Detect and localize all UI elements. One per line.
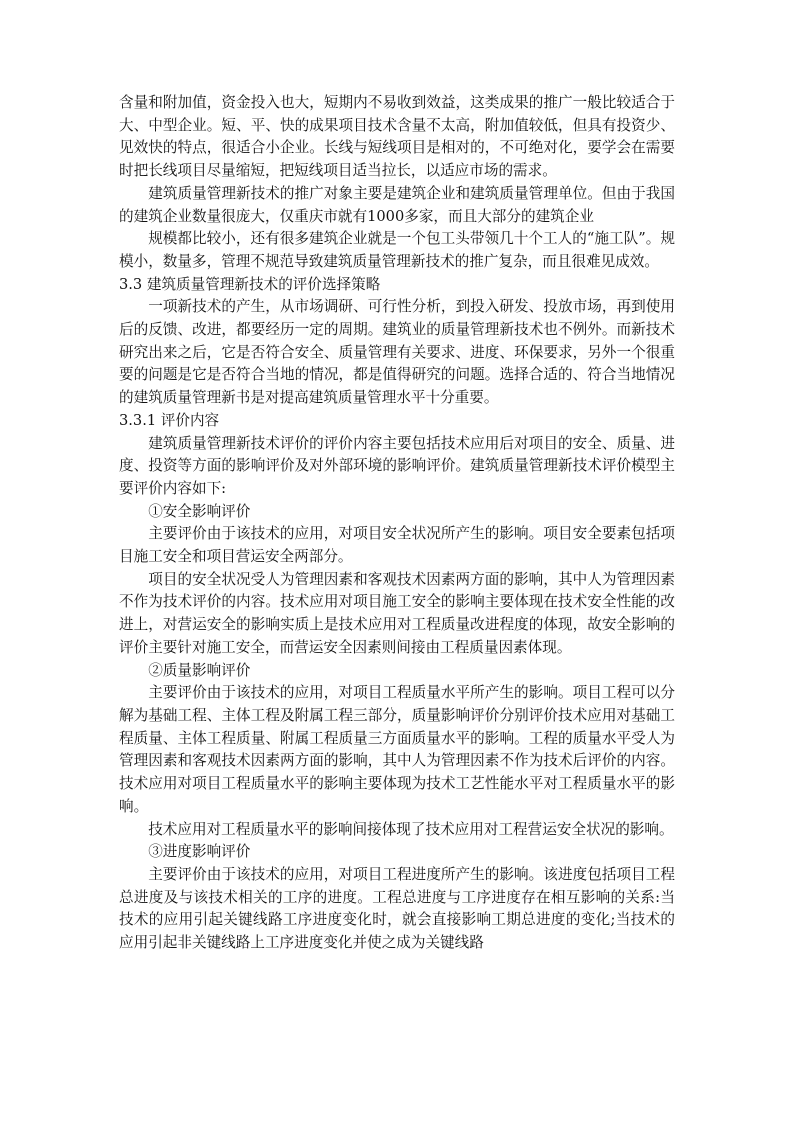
paragraph: 主要评价由于该技术的应用，对项目安全状况所产生的影响。项目安全要素包括项目施工安全和项目营运安全两部分。 [119,525,675,566]
paragraph-continuation: 含量和附加值，资金投入也大，短期内不易收到效益，这类成果的推广一般比较适合于大、中型企业。短、平、快的成果项目技术含量不太高，附加值较低，但具有投资少、见效快的特点，很适合小企业。长线与短线项目是相对的，不可绝对化，要学会在需要时把长线项目尽量缩短，把短线项目适当拉长，以适应市场的需求。 [119,94,675,180]
paragraph: 主要评价由于该技术的应用，对项目工程质量水平所产生的影响。项目工程可以分解为基础工程、主体工程及附属工程三部分，质量影响评价分别评价技术应用对基础工程质量、主体工程质量、附属工程质量三方面质量水平的影响。工程的质量水平受人为管理因素和客观技术因素两方面的影响，其中人为管理因素不作为技术后评价的内容。技术应用对项目工程质量水平的影响主要体现为技术工艺性能水平对工程质量水平的影响。 [119,684,675,815]
document-body [119,92,675,955]
paragraph: 技术应用对工程质量水平的影响间接体现了技术应用对工程营运安全状况的影响。 [148,820,674,838]
list-item-title: ①安全影响评价 [148,502,251,520]
subsection-heading: 3.3.1 评价内容 [119,411,220,429]
paragraph: 项目的安全状况受人为管理因素和客观技术因素两方面的影响，其中人为管理因素不作为技术评价的内容。技术应用对项目施工安全的影响主要体现在技术安全性能的改进上，对营运安全的影响实质上是技术应用对工程质量改进程度的体现，故安全影响的评价主要针对施工安全，而营运安全因素则间接由工程质量因素体现。 [119,570,675,656]
list-item-title: ②质量影响评价 [148,661,251,679]
paragraph: 建筑质量管理新技术的推广对象主要是建筑企业和建筑质量管理单位。但由于我国的建筑企业数量很庞大，仅重庆市就有1000多家，而且大部分的建筑企业 [119,184,675,225]
paragraph: 建筑质量管理新技术评价的评价内容主要包括技术应用后对项目的安全、质量、进度、投资等方面的影响评价及对外部环境的影响评价。建筑质量管理新技术评价模型主要评价内容如下: [119,434,675,497]
section-heading: 3.3 建筑质量管理新技术的评价选择策略 [119,275,381,293]
paragraph: 规模都比较小，还有很多建筑企业就是一个包工头带领几十个工人的“施工队”。规模小，数量多，管理不规范导致建筑质量管理新技术的推广复杂，而且很难见成效。 [119,230,675,270]
list-item-title: ③进度影响评价 [148,843,251,861]
paragraph: 一项新技术的产生，从市场调研、可行性分析，到投入研发、投放市场，再到使用后的反馈、改进，都要经历一定的周期。建筑业的质量管理新技术也不例外。而新技术研究出来之后，它是否符合安全、质量管理有关要求、进度、环保要求，另外一个很重要的问题是它是否符合当地的情况，都是值得研究的问题。选择合适的、符合当地情况的建筑质量管理新书是对提高建筑质量管理水平十分重要。 [119,298,675,407]
paragraph: 主要评价由于该技术的应用，对项目工程进度所产生的影响。该进度包括项目工程总进度及与该技术相关的工序的进度。工程总进度与工序进度存在相互影响的关系:当技术的应用引起关键线路工序进度变化时，就会直接影响工期总进度的变化;当技术的应用引起非关键线路上工序进度变化并使之成为关键线路 [119,865,675,952]
